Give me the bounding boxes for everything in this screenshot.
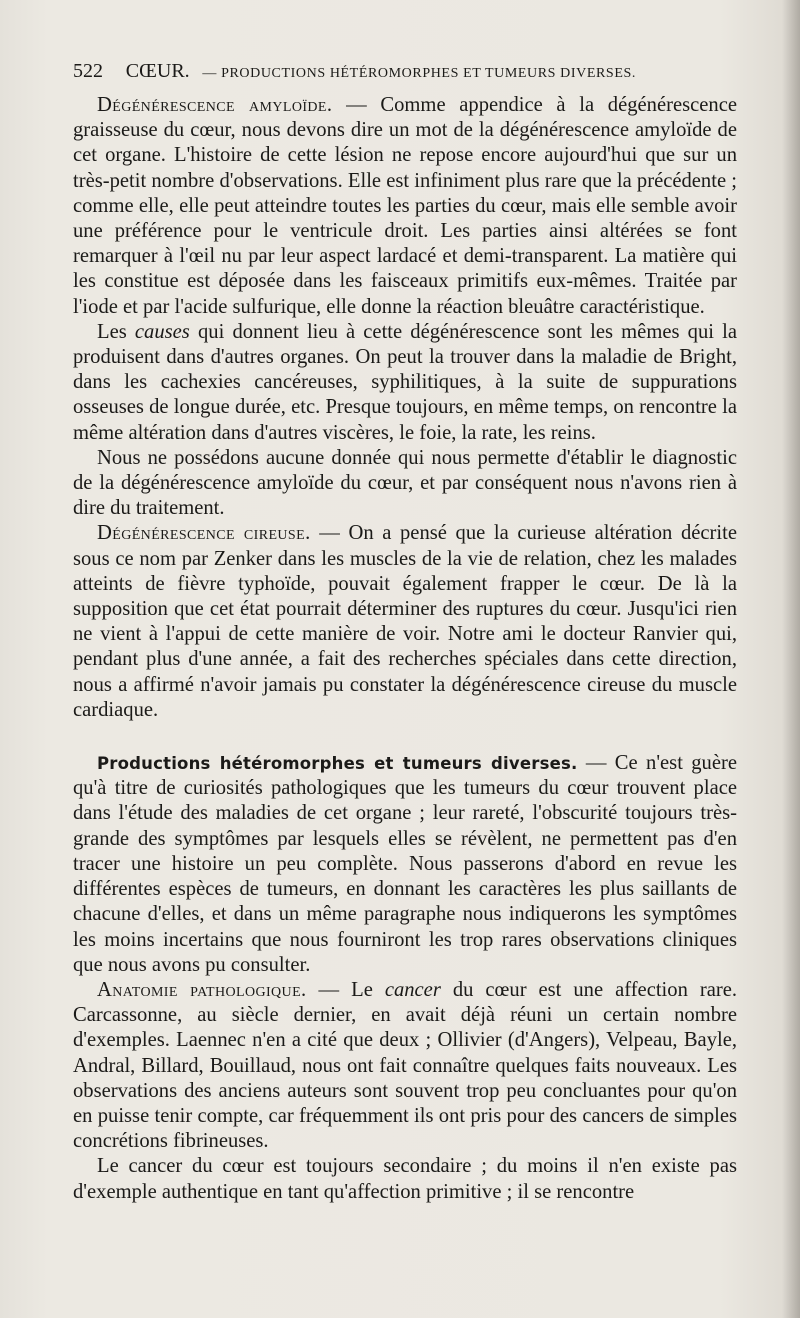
heading-anatomie: Anatomie pathologique. bbox=[97, 978, 307, 1001]
paragraph-anatomie bbox=[73, 978, 737, 1154]
heading-productions: Productions hétéromorphes et tumeurs diverses. bbox=[97, 754, 578, 774]
paragraph-cireuse-text: — On a pensé que la curieuse altération décrite sous ce nom par Zenker dans les muscles de la vie de relation, chez les malades atteints de fièvre typhoïde, pouvait également frapper le cœur. De là la supposition que cet état pourrait déterminer des ruptures du cœur. Jusqu'ici rien ne vient à l'appui de cette manière de voir. Notre ami le docteur Ranvier qui, pendant plus d'une année, a fait des recherches spéciales dans cette direction, nous a affirmé n'avoir jamais pu constater la dégénérescence cireuse du muscle cardiaque. bbox=[73, 522, 737, 721]
paragraph-amyloid-text: — Comme appendice à la dégénérescence graisseuse du cœur, nous devons dire un mot de la dégénérescence amyloïde de cet organe. L'histoire de cette lésion ne repose encore aujourd'hui que sur un très-petit nombre d'observations. Elle est infiniment plus rare que la précédente ; comme elle, elle peut atteindre toutes les parties du cœur, mais elle semble avoir une préférence pour le ventricule droit. Les parties ainsi altérées se font remarquer à l'œil nu par leur aspect lardacé et demi-transparent. La matière qui les constitue est déposée dans les faisceaux primitifs eux-mêmes. Traitée par l'iode et par l'acide sulfurique, elle donne la réaction bleuâtre caractéristique. bbox=[73, 94, 737, 318]
page-number: 522 bbox=[73, 60, 103, 82]
paragraph-productions-text: — Ce n'est guère qu'à titre de curiosités pathologiques que les tumeurs du cœur trouvent place dans l'étude des maladies de cet organe ; leur rareté, l'obscurité toujours très-grande des symptômes par lesquels elles se révèlent, ne permettent pas d'en tracer une histoire un peu complète. Nous passerons d'abord en revue les différentes espèces de tumeurs, en donnant les caractères les plus saillants de chacune d'elles, et dans un même paragraphe nous indiquerons les symptômes les moins incertains que nous fourniront les trop rares observations cliniques que nous avons pu consulter. bbox=[73, 752, 737, 976]
italic-cancer: cancer bbox=[384, 978, 441, 1001]
paragraph-diagnostic: Nous ne possédons aucune donnée qui nous permette d'établir le diagnostic de la dégénérescence amyloïde du cœur, et par conséquent nous n'avons rien à dire du traitement. bbox=[73, 446, 737, 520]
italic-causes: causes bbox=[134, 320, 190, 343]
paragraph-causes-text: qui donnent lieu à cette dégénérescence sont les mêmes qui la produisent dans d'autres organes. On peut la trouver dans la maladie de Bright, dans les cachexies cancéreuses, syphilitiques, à la suite de suppurations osseuses de longue durée, etc. Presque toujours, en même temps, on rencontre la même altération dans d'autres viscères, le foie, la rate, les reins. bbox=[73, 320, 737, 444]
running-header bbox=[73, 59, 733, 86]
paragraph-cireuse bbox=[73, 521, 737, 723]
paragraph-anatomie-pre: — Le bbox=[306, 978, 385, 1001]
paragraph-productions bbox=[73, 751, 737, 978]
paragraph-causes-pre: Les bbox=[97, 320, 135, 343]
running-title-rest: — PRODUCTIONS HÉTÉROMORPHES ET TUMEURS DIVERSES. bbox=[202, 66, 636, 81]
section-gap bbox=[73, 723, 737, 751]
page-edge-shadow bbox=[782, 0, 800, 1318]
body-text bbox=[73, 93, 737, 1205]
paragraph-secondaire: Le cancer du cœur est toujours secondaire ; du moins il n'en existe pas d'exemple authentique en tant qu'affection primitive ; il se rencontre bbox=[73, 1155, 737, 1203]
paragraph-causes bbox=[73, 320, 737, 446]
heading-cireuse: Dégénérescence cireuse. bbox=[97, 522, 311, 545]
paragraph-anatomie-text: du cœur est une affection rare. Carcassonne, au siècle dernier, en avait déjà réuni un certain nombre d'exemples. Laennec n'en a cité que deux ; Ollivier (d'Angers), Velpeau, Bayle, Andral, Billard, Bouillaud, nous ont fait connaître quelques faits nouveaux. Les observations des anciens auteurs sont souvent trop peu concluantes pour qu'on en puisse tenir compte, car fréquemment ils ont pris pour des cancers de simples concrétions fibrineuses. bbox=[73, 978, 737, 1153]
paragraph-amyloid bbox=[73, 93, 737, 320]
heading-amyloid: Dégénérescence amyloïde. bbox=[97, 94, 333, 116]
running-title-main: CŒUR. bbox=[125, 60, 190, 82]
